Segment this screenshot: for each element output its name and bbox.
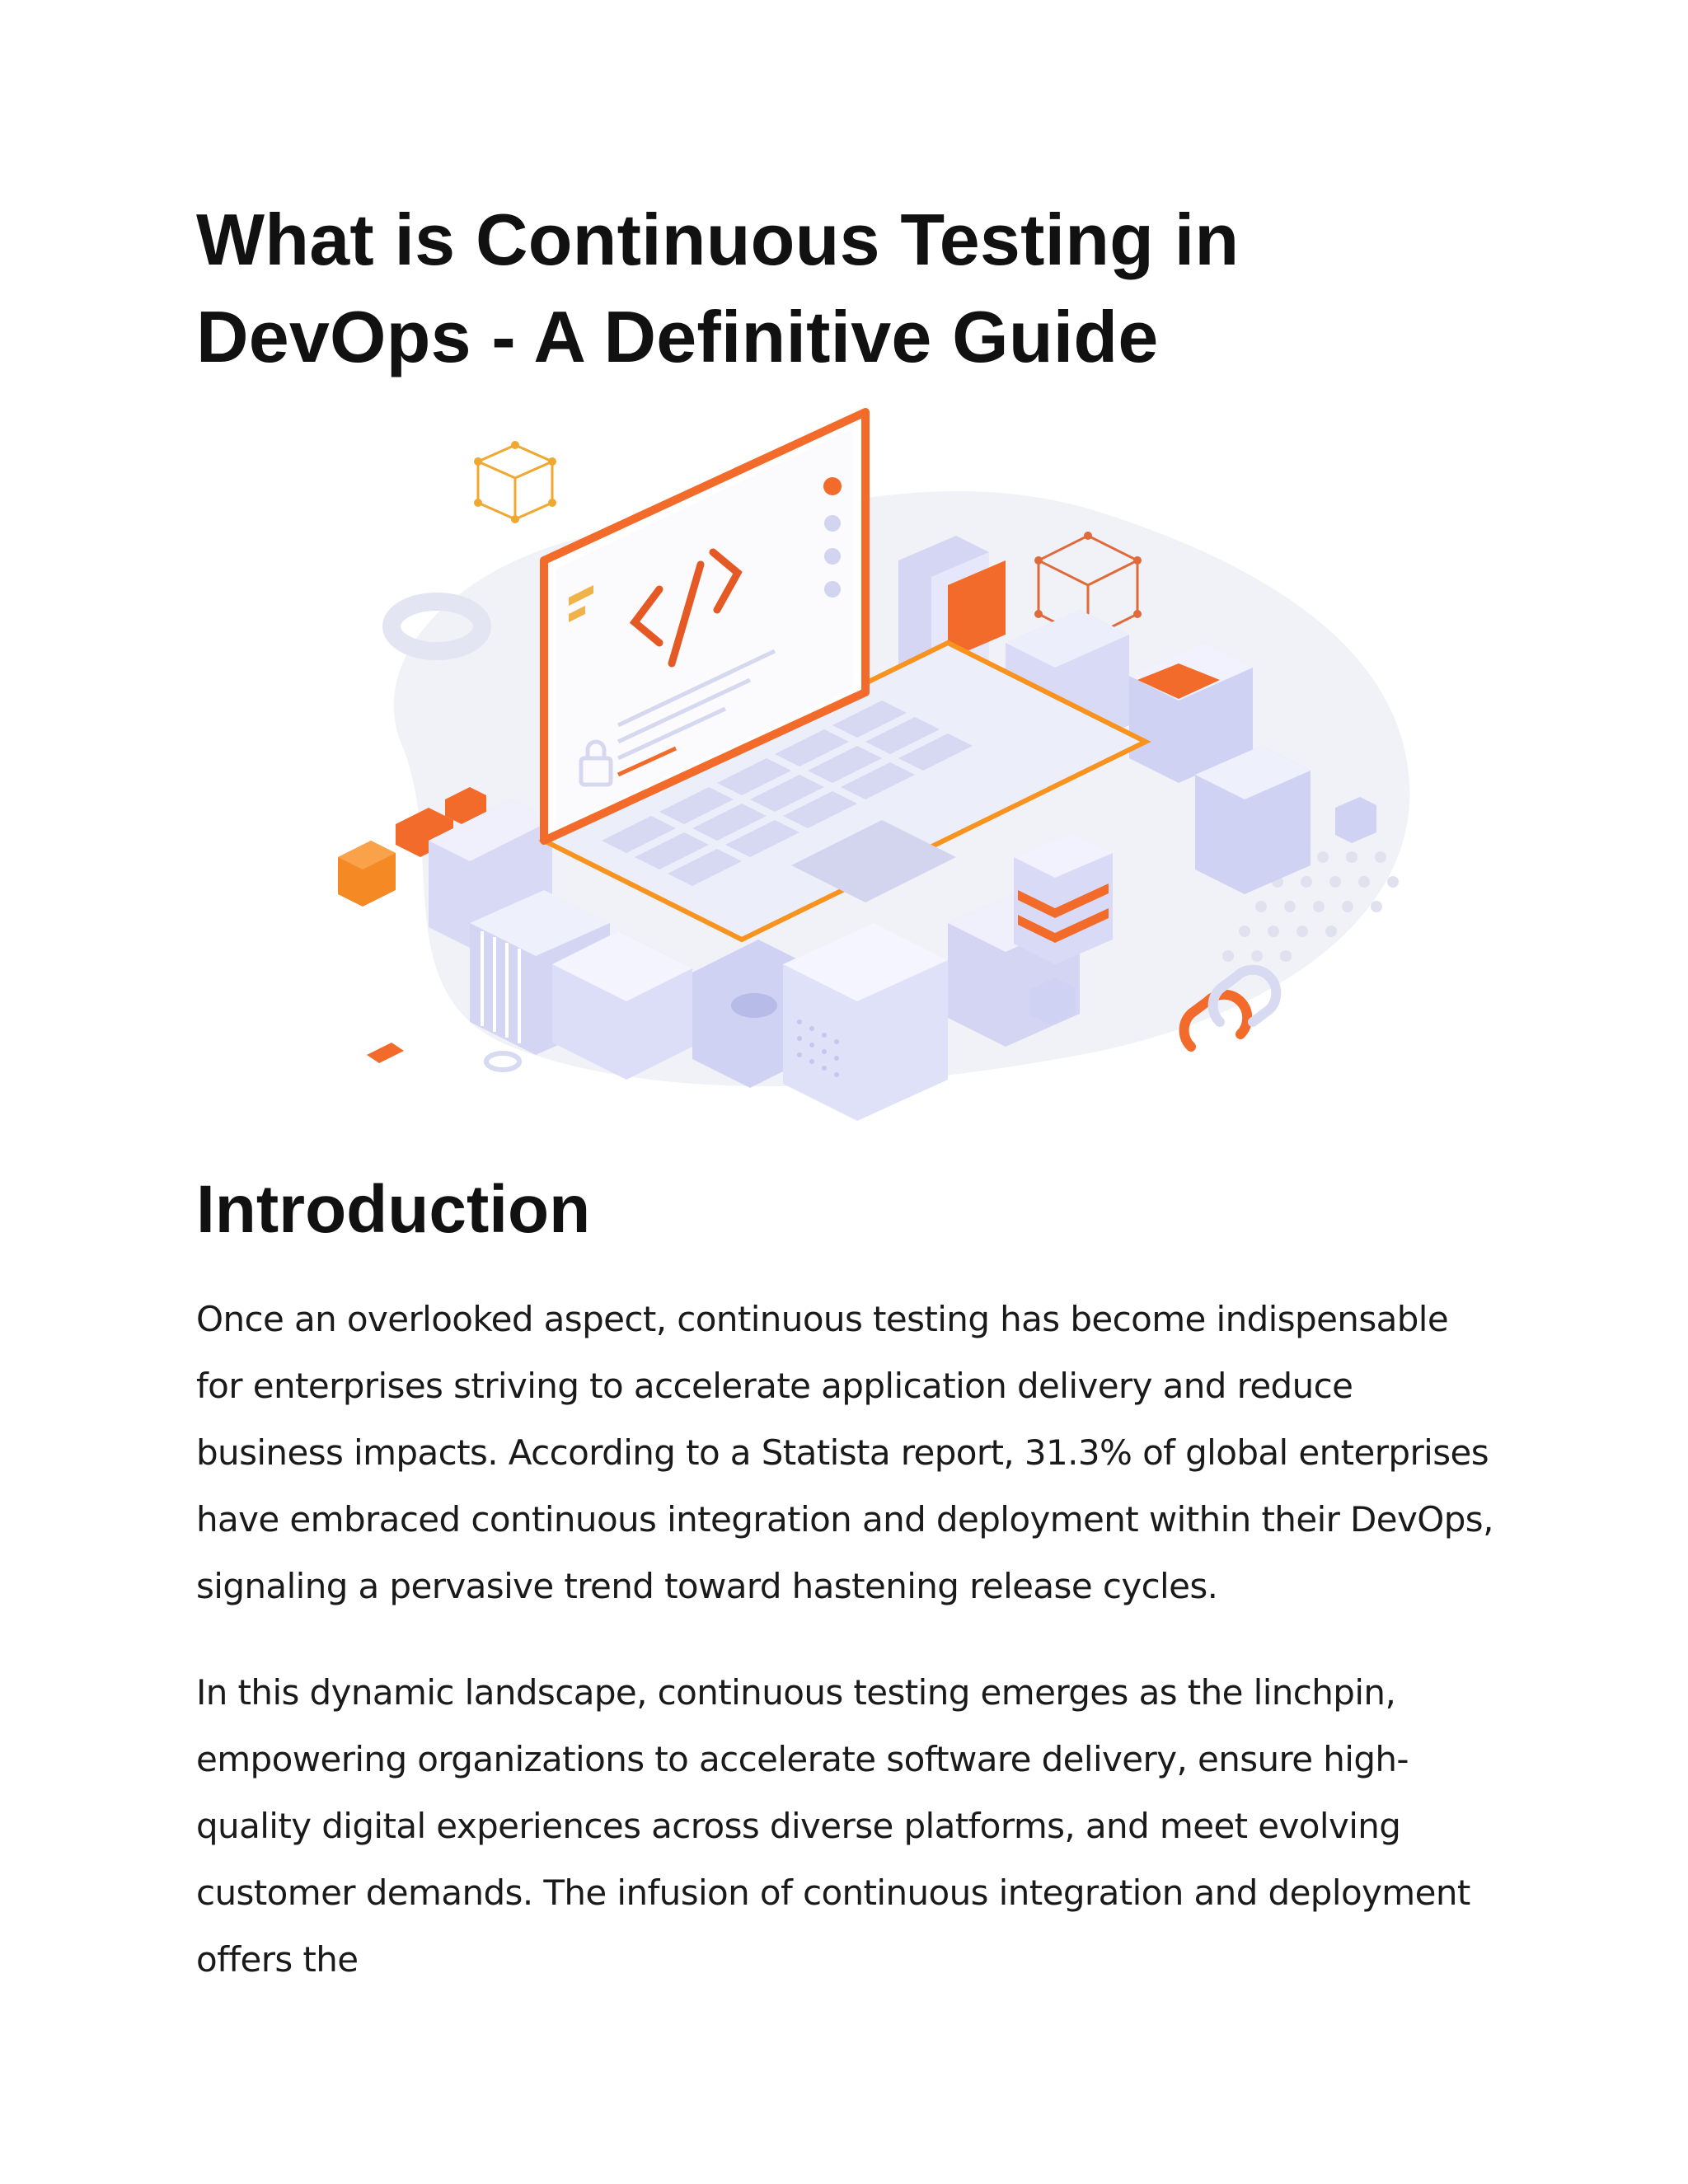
page-title: What is Continuous Testing in DevOps - A Definitive Guide: [196, 199, 1240, 377]
paragraph-2: In this dynamic landscape, continuous testing emerges as the linchpin, empowering organizations to accelerate software delivery, ensure high-quality digital experiences across diverse platforms, and meet evolving customer demands. The infusion of continuous integration and deployment offers the: [196, 1672, 1470, 1980]
section-heading: Introduction: [196, 1172, 591, 1247]
hero-illustration: [305, 396, 1459, 1121]
cube-wireframe-icon: [478, 445, 552, 519]
paragraph-1: Once an overlooked aspect, continuous testing has become indispensable for enterprises striving to accelerate application delivery and reduce business impacts. According to a Statista report, 31.3% of global enterprises have embraced continuous integration and deployment within their DevOps, signaling a pervasive trend toward hastening release cycles.: [196, 1299, 1493, 1606]
